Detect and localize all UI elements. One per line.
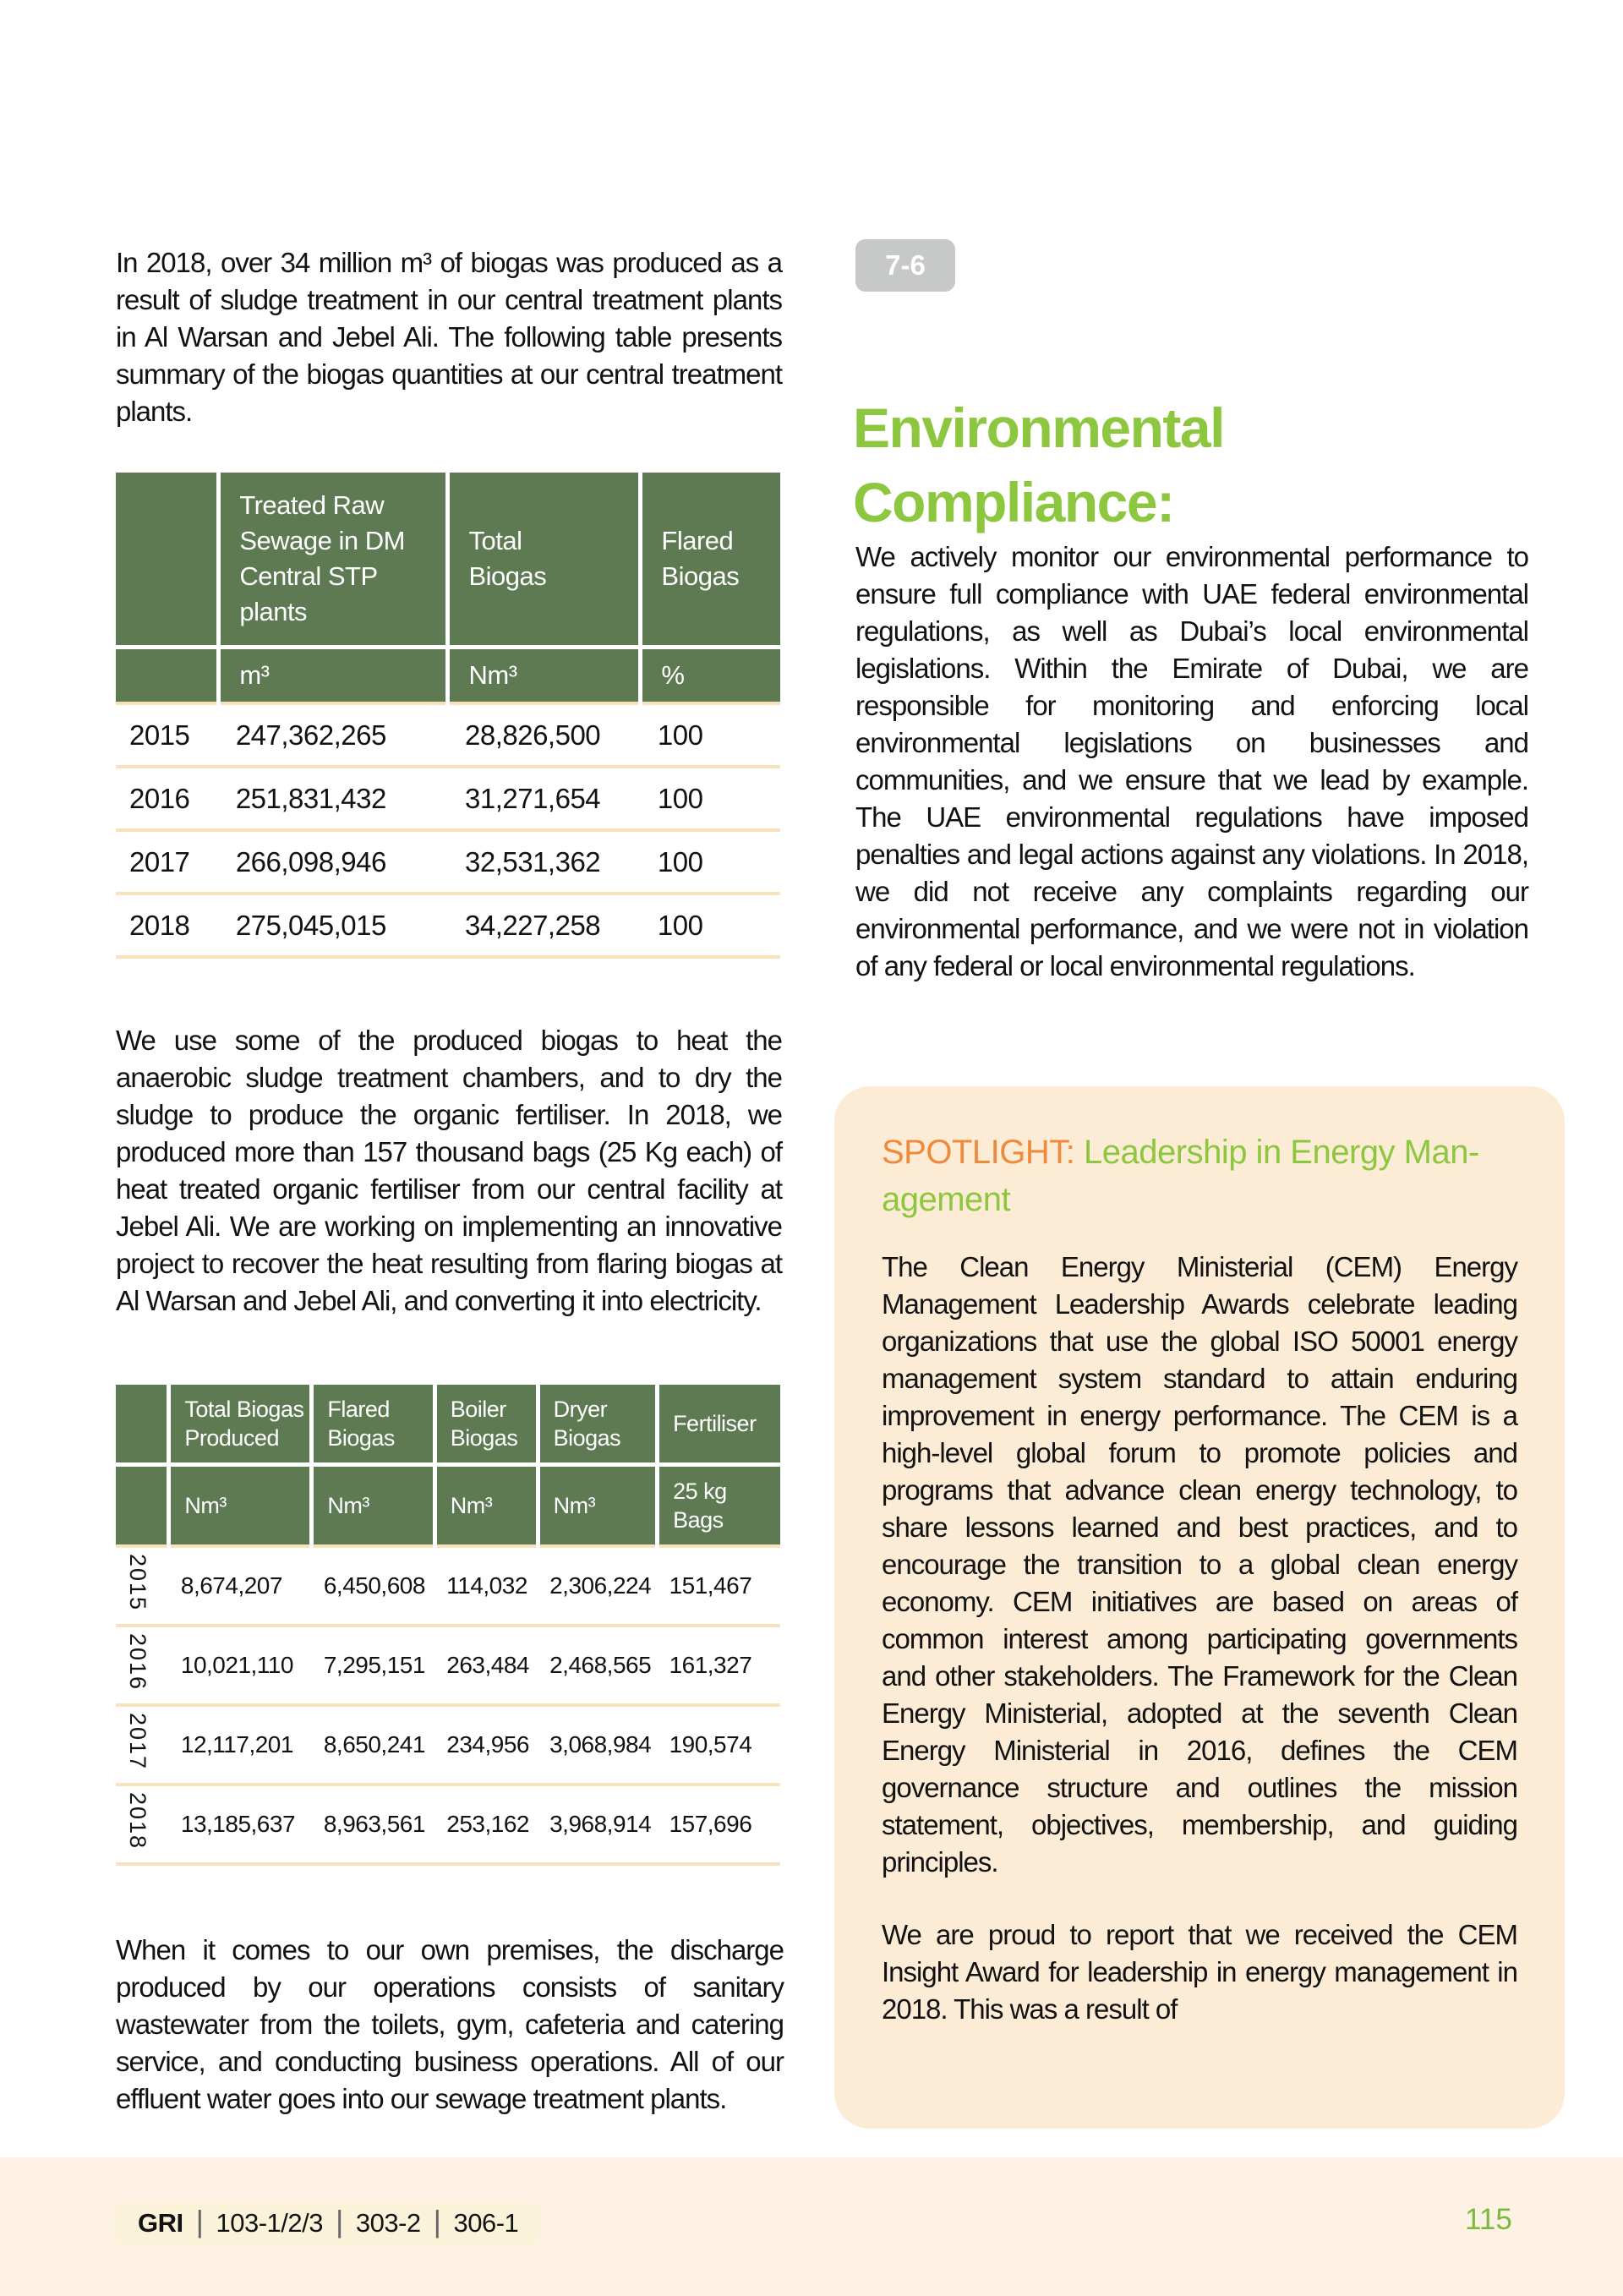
header-cell-dryer-biogas: Dryer Biogas [538,1385,657,1465]
year-cell [116,1546,169,1626]
spotlight-box [834,1086,1565,2129]
spotlight-paragraph-1: The Clean Energy Ministerial (CEM) Energy Management Leadership Awards celebrate leading organizations that use the global ISO 50001 energy management system standard to attain enduring improvement in energy performance. The CEM is a high-level global forum to promote policies and programs that advance clean energy technology, to share lessons learned and best practices, and to encourage the transition to a global clean energy economy. CEM initiatives are based on areas of common interest among participating governments and other stakeholders. The Framework for the Clean Energy Ministerial, adopted at the seventh Clean Energy Ministerial in 2016, defines the CEM governance structure and outlines the mission statement, objectives, membership, and guiding principles. [882,1251,1517,1878]
rotated-year-label: 2016 [125,1633,150,1692]
value-cell: 8,674,207 [169,1546,312,1626]
unit-cell-nm3: Nm³ [312,1465,434,1547]
rotated-year-label: 2017 [125,1713,150,1771]
value-cell: 151,467 [658,1546,780,1626]
fertiliser-paragraph: We use some of the produced biogas to heat the anaerobic sludge treatment chambers, and to dry the sludge to produce the organic fertiliser. In 2018, we produced more than 157 thousand bags (25 Kg each) of heat treated organic fertiliser from our central facility at Jebel Ali. We are working on implementing an innovative project to recover the heat resulting from flaring biogas at Al Warsan and Jebel Ali, and converting it into electricity. [116,1025,782,1316]
value-cell: 157,696 [658,1785,780,1864]
value-cell: 100 [641,894,780,957]
year-cell [116,1705,169,1785]
unit-cell-empty [116,1465,169,1547]
year-cell: 2015 [116,703,219,767]
gri-label: GRI [138,2208,183,2238]
value-cell: 100 [641,767,780,830]
value-cell: 2,468,565 [538,1626,657,1705]
value-cell: 251,831,432 [219,767,448,830]
value-cell: 13,185,637 [169,1785,312,1864]
table-row [116,767,780,830]
compliance-paragraph: We actively monitor our environmental performance to ensure full compliance with UAE federal environmental regulations, as well as Dubai’s local environmental legislations. Within the Emirate of Dubai, we are responsible for monitoring and enforcing local environmental legislations on businesses and communities, and we ensure that we lead by example. The UAE environmental regulations have imposed penalties and legal actions against any violations. In 2018, we did not receive any complaints regarding our environmental performance, and we were not in violation of any federal or local environmental regulations. [855,541,1528,981]
value-cell: 34,227,258 [448,894,641,957]
year-cell [116,1785,169,1864]
header-cell-flared-biogas: Flared Biogas [312,1385,434,1465]
year-cell [116,1626,169,1705]
value-cell: 275,045,015 [219,894,448,957]
value-cell: 7,295,151 [312,1626,434,1705]
table-row [116,1626,780,1705]
value-cell: 8,963,561 [312,1785,434,1864]
table-row [116,894,780,957]
unit-cell-m3: m³ [219,648,448,704]
table-header-row [116,1385,780,1465]
year-cell: 2018 [116,894,219,957]
header-cell-total-biogas: Total Biogas [448,473,641,648]
value-cell: 32,531,362 [448,830,641,894]
unit-cell-25kg-bags: 25 kg Bags [658,1465,780,1547]
table-row [116,1705,780,1785]
intro-paragraph: In 2018, over 34 million m³ of biogas was produced as a result of sludge treatment in our central treatment plants in Al Warsan and Jebel Ali. The following table presents summary of the biogas quantities at our central treatment plants. [116,247,782,427]
separator-bar: | [195,2204,204,2239]
biogas-summary-table [116,473,780,959]
rotated-year-label: 2015 [125,1554,150,1612]
page-title: Environmental Compliance: [853,396,1224,534]
table-row [116,1785,780,1864]
unit-cell-nm3: Nm³ [169,1465,312,1547]
spotlight-title-line1: Leadership in Energy Man- [1084,1134,1479,1171]
value-cell: 266,098,946 [219,830,448,894]
table-header-row [116,473,780,648]
value-cell: 8,650,241 [312,1705,434,1785]
spotlight-paragraph-2: We are proud to report that we received the CEM Insight Award for leadership in energy management in 2018. This was a result of [882,1919,1517,2025]
header-cell-boiler-biogas: Boiler Biogas [434,1385,538,1465]
premises-paragraph: When it comes to our own premises, the discharge produced by our operations consists of sanitary wastewater from the toilets, gym, cafeteria and catering service, and conducting business operations. All of our effluent water goes into our sewage treatment plants. [116,1934,784,2114]
value-cell: 263,484 [434,1626,538,1705]
header-cell-fertiliser: Fertiliser [658,1385,780,1465]
gri-reference-pill [116,2201,540,2245]
table-units-row [116,648,780,704]
header-cell-empty [116,1385,169,1465]
value-cell: 6,450,608 [312,1546,434,1626]
header-cell-empty [116,473,219,648]
gri-code: 303-2 [355,2208,421,2238]
value-cell: 100 [641,830,780,894]
header-cell-treated-raw-sewage: Treated Raw Sewage in DM Central STP plants [219,473,448,648]
header-cell-flared-biogas: Flared Biogas [641,473,780,648]
value-cell: 114,032 [434,1546,538,1626]
value-cell: 190,574 [658,1705,780,1785]
value-cell: 12,117,201 [169,1705,312,1785]
unit-cell-percent: % [641,648,780,704]
value-cell: 10,021,110 [169,1626,312,1705]
table-units-row [116,1465,780,1547]
table-row [116,703,780,767]
page-number: 115 [1465,2203,1512,2236]
section-tag-badge: 7-6 [855,239,955,292]
rotated-year-label: 2018 [125,1792,150,1850]
value-cell: 3,968,914 [538,1785,657,1864]
gri-code: 306-1 [453,2208,519,2238]
value-cell: 31,271,654 [448,767,641,830]
unit-cell-nm3: Nm³ [434,1465,538,1547]
value-cell: 3,068,984 [538,1705,657,1785]
year-cell: 2017 [116,830,219,894]
spotlight-title [882,1129,1517,1223]
unit-cell-empty [116,648,219,704]
value-cell: 28,826,500 [448,703,641,767]
unit-cell-nm3: Nm³ [538,1465,657,1547]
value-cell: 100 [641,703,780,767]
spotlight-title-prefix: SPOTLIGHT: [882,1134,1075,1171]
unit-cell-nm3: Nm³ [448,648,641,704]
value-cell: 247,362,265 [219,703,448,767]
value-cell: 2,306,224 [538,1546,657,1626]
header-cell-total-biogas-produced: Total Biogas Produced [169,1385,312,1465]
value-cell: 234,956 [434,1705,538,1785]
separator-bar: | [433,2204,441,2239]
table-row [116,830,780,894]
gri-code: 103-1/2/3 [216,2208,323,2238]
value-cell: 161,327 [658,1626,780,1705]
spotlight-title-line2: agement [882,1181,1011,1218]
value-cell: 253,162 [434,1785,538,1864]
separator-bar: | [335,2204,343,2239]
biogas-breakdown-table [116,1385,780,1866]
table-row [116,1546,780,1626]
year-cell: 2016 [116,767,219,830]
